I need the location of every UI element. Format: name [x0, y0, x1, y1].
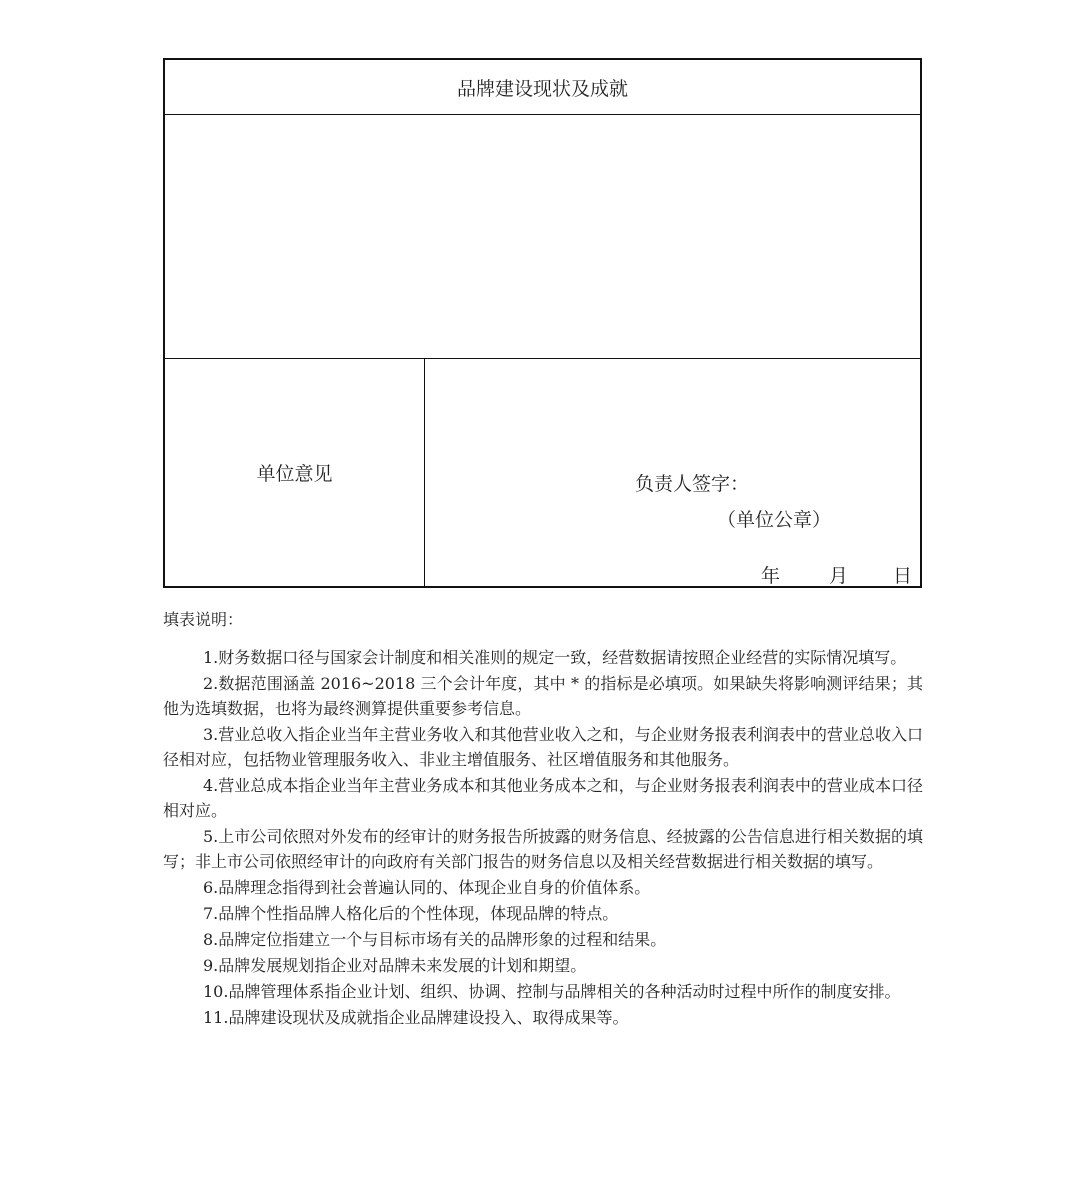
date-day-label: 日 — [893, 565, 913, 587]
instruction-item: 1.财务数据口径与国家会计制度和相关准则的规定一致，经营数据请按照企业经营的实际情况填写。 — [203, 648, 907, 667]
instruction-item: 9.品牌发展规划指企业对品牌未来发展的计划和期望。 — [203, 956, 587, 975]
instruction-item: 5.上市公司依照对外发布的经审计的财务报告所披露的财务信息、经披露的公告信息进行相关数据的填写；非上市公司依照经审计的向政府有关部门报告的财务信息以及相关经营数据进行相关数据的填写。 — [163, 827, 923, 871]
form-title: 品牌建设现状及成就 — [165, 60, 920, 115]
content-field[interactable] — [165, 115, 920, 359]
instruction-item: 4.营业总成本指企业当年主营业务成本和其他业务成本之和，与企业财务报表利润表中的营业成本口径相对应。 — [163, 776, 923, 820]
instructions-title: 填表说明： — [163, 610, 244, 629]
instruction-item: 7.品牌个性指品牌人格化后的个性体现，体现品牌的特点。 — [203, 904, 619, 923]
instruction-item: 6.品牌理念指得到社会普遍认同的、体现企业自身的价值体系。 — [203, 878, 651, 897]
form-table — [163, 58, 922, 588]
instruction-item: 10.品牌管理体系指企业计划、组织、协调、控制与品牌相关的各种活动时过程中所作的制度安排。 — [203, 982, 901, 1001]
signature-label: 负责人签字： — [635, 473, 750, 495]
instructions — [163, 607, 923, 1031]
instruction-item: 3.营业总收入指企业当年主营业务收入和其他营业收入之和，与企业财务报表利润表中的营业总收入口径相对应，包括物业管理服务收入、非业主增值服务、社区增值服务和其他服务。 — [163, 725, 923, 769]
date-month-label: 月 — [829, 565, 849, 587]
instruction-item: 11.品牌建设现状及成就指企业品牌建设投入、取得成果等。 — [203, 1008, 629, 1027]
opinion-field[interactable] — [425, 359, 920, 586]
date-year-label: 年 — [761, 565, 781, 587]
opinion-label: 单位意见 — [165, 359, 425, 586]
instruction-item: 2.数据范围涵盖 2016~2018 三个会计年度，其中 * 的指标是必填项。如果缺失将影响测评结果；其他为选填数据，也将为最终测算提供重要参考信息。 — [163, 674, 923, 718]
instruction-item: 8.品牌定位指建立一个与目标市场有关的品牌形象的过程和结果。 — [203, 930, 667, 949]
seal-label: （单位公章） — [717, 509, 832, 531]
